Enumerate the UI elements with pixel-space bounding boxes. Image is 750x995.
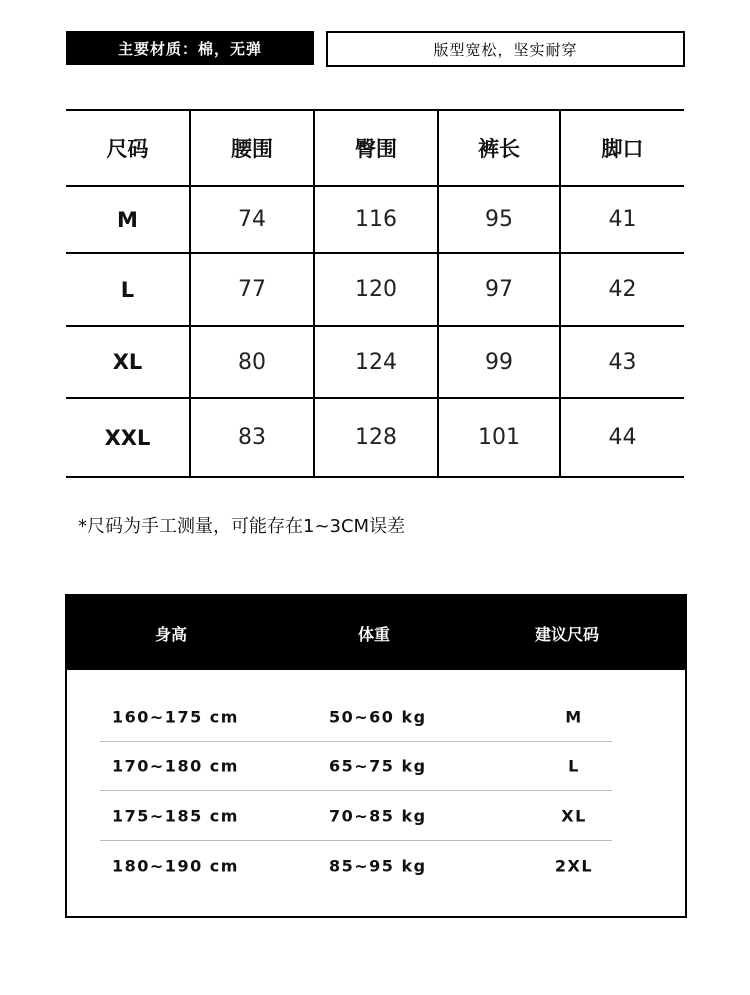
size-recommendation-panel bbox=[65, 594, 687, 918]
weight-range: 50~60 kg bbox=[329, 707, 427, 727]
length-cell: 95 bbox=[438, 186, 560, 253]
header-size: 尺码 bbox=[106, 137, 149, 161]
hem-cell: 42 bbox=[560, 253, 684, 326]
list-item bbox=[100, 842, 612, 890]
list-item bbox=[100, 693, 612, 742]
list-item bbox=[100, 742, 612, 791]
waist-cell: 77 bbox=[190, 253, 314, 326]
height-range: 175~185 cm bbox=[112, 806, 239, 826]
header-length: 裤长 bbox=[438, 110, 560, 186]
measurement-note: *尺码为手工测量，可能存在1~3CM误差 bbox=[78, 516, 406, 537]
table-row bbox=[66, 186, 684, 253]
weight-range: 70~85 kg bbox=[329, 806, 427, 826]
fit-label: 版型宽松，坚实耐穿 bbox=[326, 31, 685, 67]
header-suggested-size: 建议尺码 bbox=[534, 625, 600, 644]
hem-cell: 43 bbox=[560, 326, 684, 398]
size-cell: XL bbox=[66, 326, 190, 398]
length-cell: 97 bbox=[438, 253, 560, 326]
table-row bbox=[66, 253, 684, 326]
hem-cell: 44 bbox=[560, 398, 684, 477]
table-row bbox=[66, 326, 684, 398]
height-range: 180~190 cm bbox=[112, 856, 239, 876]
header-waist: 腰围 bbox=[190, 110, 314, 186]
size-chart-table bbox=[66, 109, 684, 478]
size-cell: XXL bbox=[66, 398, 190, 477]
hip-cell: 128 bbox=[314, 398, 438, 477]
hip-cell: 120 bbox=[314, 253, 438, 326]
suggested-size: 2XL bbox=[554, 856, 594, 876]
suggested-size: L bbox=[568, 756, 580, 776]
weight-range: 85~95 kg bbox=[329, 856, 427, 876]
table-row bbox=[66, 398, 684, 477]
waist-cell: 80 bbox=[190, 326, 314, 398]
length-cell: 99 bbox=[438, 326, 560, 398]
height-range: 160~175 cm bbox=[112, 707, 239, 727]
header-hem: 脚口 bbox=[560, 110, 684, 186]
size-cell: L bbox=[66, 253, 190, 326]
suggested-size: XL bbox=[561, 806, 587, 826]
waist-cell: 74 bbox=[190, 186, 314, 253]
material-label: 主要材质：棉，无弹 bbox=[66, 31, 314, 65]
height-range: 170~180 cm bbox=[112, 756, 239, 776]
length-cell: 101 bbox=[438, 398, 560, 477]
header-height: 身高 bbox=[154, 625, 188, 644]
header-weight: 体重 bbox=[357, 625, 391, 644]
hip-cell: 116 bbox=[314, 186, 438, 253]
recommendation-header bbox=[67, 596, 685, 670]
list-item bbox=[100, 792, 612, 841]
header-hip: 臀围 bbox=[314, 110, 438, 186]
size-cell: M bbox=[66, 186, 190, 253]
waist-cell: 83 bbox=[190, 398, 314, 477]
hip-cell: 124 bbox=[314, 326, 438, 398]
size-chart-header-row bbox=[66, 110, 684, 186]
suggested-size: M bbox=[565, 707, 583, 727]
hem-cell: 41 bbox=[560, 186, 684, 253]
weight-range: 65~75 kg bbox=[329, 756, 427, 776]
